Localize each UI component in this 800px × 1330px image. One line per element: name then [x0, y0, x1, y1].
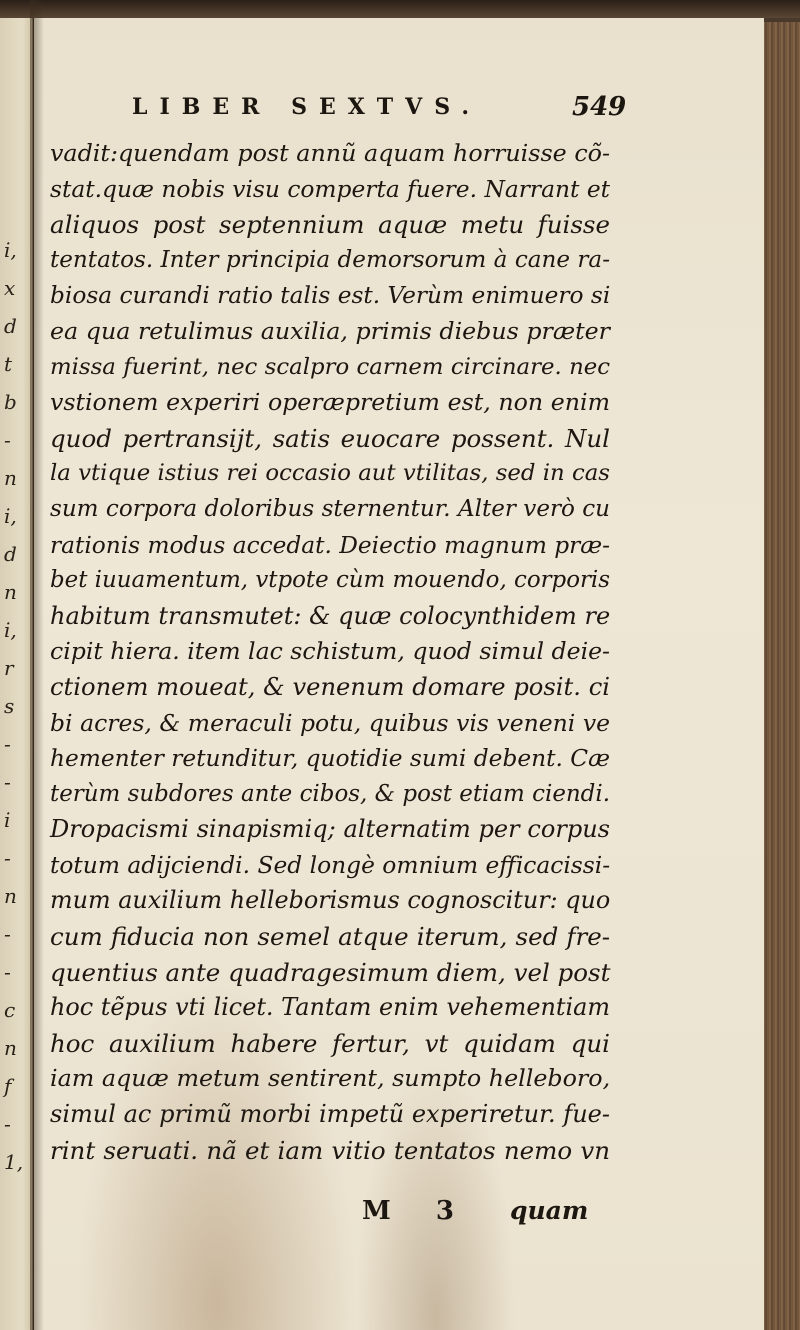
previous-page-fragment: 1, [4, 1150, 24, 1174]
text-line: cum fiducia non semel atque iterum, sed fre- [50, 922, 610, 952]
text-line: hementer retunditur, quotidie sumi debent. Cæ [50, 745, 610, 773]
text-line: biosa curandi ratio talis est. Verùm enimuero si [50, 282, 611, 310]
text-line: simul ac primũ morbi impetũ experiretur. fue- [50, 1100, 610, 1129]
text-line: tentatos. Inter principia demorsorum à cane ra- [50, 246, 610, 273]
text-line: la vtique istius rei occasio aut vtilitas, sed in cas [50, 460, 610, 487]
gutter-shadow [30, 0, 44, 1330]
text-line: quod pertransijt, satis euocare possent. Nul [50, 423, 610, 453]
text-line: cipit hiera. item lac schistum, quod simul deie- [50, 637, 611, 666]
previous-page-fragment: r [4, 656, 14, 680]
page-number: 549 [572, 92, 627, 122]
previous-page-fragment: i, [4, 504, 17, 528]
text-line: totum adijciendi. Sed longè omnium efficacissi- [50, 850, 611, 879]
text-line: ctionem moueat, & venenum domare posit. ci [50, 672, 610, 701]
previous-page-fragment: s [4, 694, 15, 718]
previous-page-fragment: n [4, 884, 17, 908]
text-line: terùm subdores ante cibos, & post etiam ciendi. [50, 780, 610, 807]
text-line: habitum transmutet: & quæ colocynthidem re [50, 601, 611, 630]
previous-page-fragment: i, [4, 238, 17, 262]
text-line: sum corpora doloribus sternentur. Alter verò cu [50, 495, 610, 522]
previous-page-edge [0, 10, 33, 1330]
page-stack-edges [762, 22, 800, 1330]
previous-page-fragment: d [4, 314, 17, 338]
previous-page-fragment: - [4, 846, 11, 870]
text-line: stat.quæ nobis visu comperta fuere. Narrant et [50, 174, 610, 203]
page-header [34, 88, 764, 128]
text-line: vstionem experiri operæpretium est, non enim [50, 388, 610, 417]
previous-page-fragment: b [4, 390, 17, 414]
previous-page-fragment: n [4, 580, 17, 604]
previous-page-fragment: - [4, 922, 11, 946]
previous-page-fragment: f [4, 1074, 12, 1098]
previous-page-fragment: d [4, 542, 17, 566]
text-line: quentius ante quadragesimum diem, vel post [50, 957, 611, 987]
previous-page-fragment: t [4, 352, 13, 376]
book-top-edge [0, 0, 800, 18]
previous-page-fragment: i, [4, 618, 17, 642]
book-page [34, 18, 764, 1330]
signature-mark: M 3 [362, 1196, 472, 1226]
text-line: vadit:quendam post annũ aquam horruisse cõ- [50, 139, 610, 167]
body-text [50, 136, 610, 1168]
previous-page-fragment: n [4, 466, 17, 490]
running-head: LIBER SEXTVS. [132, 94, 481, 120]
catchword: quam [510, 1196, 589, 1225]
previous-page-fragment: x [4, 276, 16, 300]
page-footer [34, 1196, 764, 1232]
previous-page-fragment: - [4, 428, 11, 452]
previous-page-fragment: c [4, 998, 16, 1022]
text-line: ea qua retulimus auxilia, primis diebus præter [50, 316, 610, 345]
text-line: aliquos post septennium aquæ metu fuisse [50, 210, 610, 240]
previous-page-fragment: - [4, 960, 11, 984]
text-line: rationis modus accedat. Deiectio magnum præ- [50, 531, 610, 559]
text-line: hoc tẽpus vti licet. Tantam enim vehementiam [50, 993, 610, 1022]
previous-page-fragment: - [4, 770, 11, 794]
text-line: Dropacismi sinapismiq; alternatim per corpus [50, 815, 610, 844]
previous-page-fragment: i [4, 808, 11, 832]
text-line: iam aquæ metum sentirent, sumpto helleboro, [50, 1064, 611, 1093]
previous-page-fragment: n [4, 1036, 17, 1060]
text-line: hoc auxilium habere fertur, vt quidam qui [50, 1028, 610, 1058]
text-line: bet iuuamentum, vtpote cùm mouendo, corporis [50, 567, 610, 594]
previous-page-fragment: - [4, 1112, 11, 1136]
text-line: missa fuerint, nec scalpro carnem circinare. nec [50, 353, 610, 380]
text-line: mum auxilium helleborismus cognoscitur: quo [50, 886, 611, 915]
text-line: rint seruati. nã et iam vitio tentatos nemo vn [50, 1135, 610, 1165]
text-line: bi acres, & meraculi potu, quibus vis veneni ve [50, 708, 610, 737]
previous-page-fragment: - [4, 732, 11, 756]
